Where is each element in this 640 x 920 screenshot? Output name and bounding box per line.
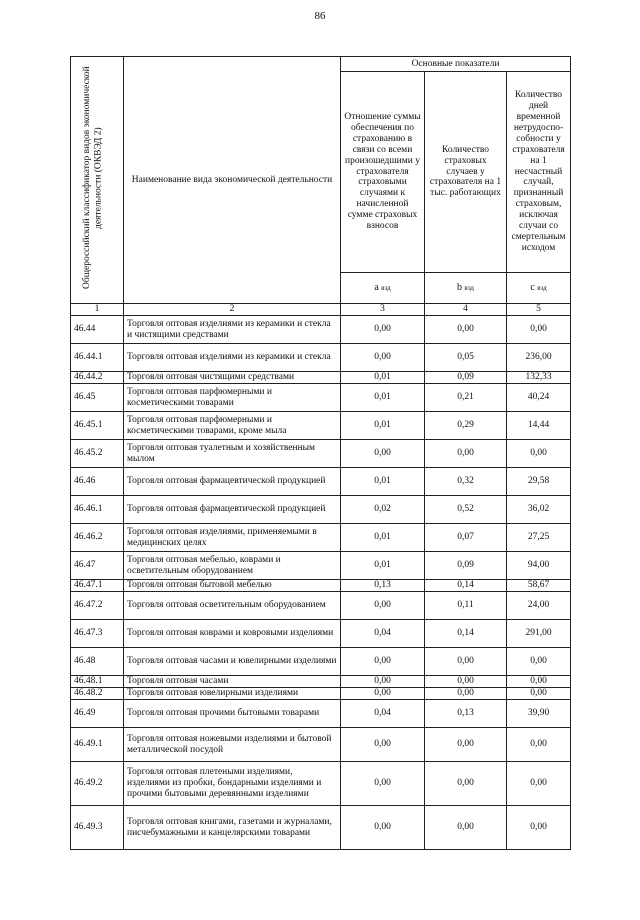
value-c: 36,02 [507, 496, 571, 524]
activity-name: Торговля оптовая изделиями, применяемыми в медицинских целях [124, 524, 341, 552]
symbol-a: a [374, 282, 379, 294]
value-b: 0,14 [425, 620, 507, 648]
value-a: 0,00 [341, 728, 425, 762]
value-a: 0,01 [341, 384, 425, 412]
value-a: 0,00 [341, 676, 425, 688]
value-c: 0,00 [507, 806, 571, 850]
value-a: 0,01 [341, 552, 425, 580]
activity-name: Торговля оптовая изделиями из керамики и стекла [124, 344, 341, 372]
value-c: 39,90 [507, 700, 571, 728]
table-row [71, 806, 571, 850]
value-b: 0,14 [425, 580, 507, 592]
value-b: 0,29 [425, 412, 507, 440]
symbol-b: b [457, 282, 463, 294]
header-col-a: Отношение суммы обеспечения по страхованию в связи со всеми произошедшими у страхователя страховыми случаями к начисленной сумме страховых взносов [341, 72, 425, 273]
header-main-indicators: Основные показатели [341, 57, 571, 72]
column-number-row [71, 304, 571, 316]
value-c: 132,33 [507, 372, 571, 384]
okved-code: 46.48.1 [71, 676, 124, 688]
value-a: 0,02 [341, 496, 425, 524]
table-row [71, 372, 571, 384]
value-b: 0,00 [425, 440, 507, 468]
okved-code: 46.47.3 [71, 620, 124, 648]
okved-code: 46.46 [71, 468, 124, 496]
okved-code: 46.44.1 [71, 344, 124, 372]
activity-name: Торговля оптовая изделиями из керамики и стекла и чистящими средствами [124, 316, 341, 344]
activity-name: Торговля оптовая бытовой мебелью [124, 580, 341, 592]
table-row [71, 440, 571, 468]
header-col-b: Количество страховых случаев у страхователя на 1 тыс. работающих [425, 72, 507, 273]
table-row [71, 648, 571, 676]
value-c: 58,67 [507, 580, 571, 592]
column-number-3: 3 [341, 304, 425, 316]
value-c: 0,00 [507, 676, 571, 688]
value-c: 0,00 [507, 648, 571, 676]
value-a: 0,00 [341, 688, 425, 700]
value-c: 0,00 [507, 728, 571, 762]
okved-code: 46.45.1 [71, 412, 124, 440]
value-a: 0,01 [341, 372, 425, 384]
value-b: 0,00 [425, 762, 507, 806]
table-row [71, 412, 571, 440]
value-a: 0,00 [341, 316, 425, 344]
header-okved-title: Общероссийский классификатор видов экономической деятельности (ОКВЭД 2) [82, 66, 104, 290]
okved-code: 46.46.1 [71, 496, 124, 524]
value-a: 0,01 [341, 412, 425, 440]
value-c: 29,58 [507, 468, 571, 496]
value-b: 0,00 [425, 806, 507, 850]
okved-code: 46.45.2 [71, 440, 124, 468]
value-c: 291,00 [507, 620, 571, 648]
okved-code: 46.47.2 [71, 592, 124, 620]
activity-name: Торговля оптовая чистящими средствами [124, 372, 341, 384]
value-c: 14,44 [507, 412, 571, 440]
value-b: 0,52 [425, 496, 507, 524]
value-c: 0,00 [507, 762, 571, 806]
value-b: 0,00 [425, 728, 507, 762]
value-a: 0,00 [341, 762, 425, 806]
value-c: 27,25 [507, 524, 571, 552]
activity-name: Торговля оптовая фармацевтической продукцией [124, 468, 341, 496]
header-activity-name: Наименование вида экономической деятельности [124, 57, 341, 304]
table-row [71, 620, 571, 648]
value-b: 0,00 [425, 676, 507, 688]
value-c: 24,00 [507, 592, 571, 620]
okved-code: 46.49.1 [71, 728, 124, 762]
header-symbol-b [425, 273, 507, 304]
activity-name: Торговля оптовая парфюмерными и косметическими товарами, кроме мыла [124, 412, 341, 440]
activity-name: Торговля оптовая фармацевтической продукцией [124, 496, 341, 524]
value-b: 0,07 [425, 524, 507, 552]
table-row [71, 384, 571, 412]
activity-name: Торговля оптовая осветительным оборудованием [124, 592, 341, 620]
table-row [71, 524, 571, 552]
value-c: 0,00 [507, 688, 571, 700]
value-a: 0,00 [341, 806, 425, 850]
value-c: 236,00 [507, 344, 571, 372]
okved-code: 46.44 [71, 316, 124, 344]
value-b: 0,13 [425, 700, 507, 728]
classification-table [70, 56, 571, 850]
value-b: 0,09 [425, 552, 507, 580]
value-a: 0,00 [341, 592, 425, 620]
symbol-b-sub: вэд [464, 284, 474, 293]
okved-code: 46.45 [71, 384, 124, 412]
header-col-c: Количество дней временной нетрудоспо-собности у страхователя на 1 несчастный случай, признанный страховым, исключая случаи со смертельным исходом [507, 72, 571, 273]
value-b: 0,09 [425, 372, 507, 384]
okved-code: 46.49.2 [71, 762, 124, 806]
activity-name: Торговля оптовая коврами и ковровыми изделиями [124, 620, 341, 648]
activity-name: Торговля оптовая ножевыми изделиями и бытовой металлической посудой [124, 728, 341, 762]
value-a: 0,13 [341, 580, 425, 592]
table-row [71, 728, 571, 762]
value-b: 0,05 [425, 344, 507, 372]
okved-code: 46.44.2 [71, 372, 124, 384]
value-b: 0,11 [425, 592, 507, 620]
page-number: 86 [314, 10, 326, 22]
table-row [71, 762, 571, 806]
symbol-c: c [530, 282, 535, 294]
value-a: 0,01 [341, 468, 425, 496]
okved-code: 46.47 [71, 552, 124, 580]
okved-code: 46.48.2 [71, 688, 124, 700]
value-b: 0,00 [425, 316, 507, 344]
table-row [71, 580, 571, 592]
value-b: 0,00 [425, 648, 507, 676]
table-row [71, 688, 571, 700]
header-symbol-a [341, 273, 425, 304]
activity-name: Торговля оптовая туалетным и хозяйственным мылом [124, 440, 341, 468]
table-row [71, 344, 571, 372]
table-row [71, 676, 571, 688]
value-a: 0,04 [341, 620, 425, 648]
value-c: 40,24 [507, 384, 571, 412]
column-number-2: 2 [124, 304, 341, 316]
value-a: 0,04 [341, 700, 425, 728]
activity-name: Торговля оптовая парфюмерными и косметическими товарами [124, 384, 341, 412]
okved-code: 46.49 [71, 700, 124, 728]
okved-code: 46.47.1 [71, 580, 124, 592]
value-b: 0,00 [425, 688, 507, 700]
activity-name: Торговля оптовая мебелью, коврами и осветительным оборудованием [124, 552, 341, 580]
table-row [71, 468, 571, 496]
table-row [71, 552, 571, 580]
column-number-4: 4 [425, 304, 507, 316]
value-a: 0,00 [341, 440, 425, 468]
value-c: 0,00 [507, 316, 571, 344]
value-b: 0,32 [425, 468, 507, 496]
activity-name: Торговля оптовая книгами, газетами и журналами, писчебумажными и канцелярскими товарами [124, 806, 341, 850]
header-okved-cell [71, 57, 124, 304]
okved-code: 46.46.2 [71, 524, 124, 552]
value-c: 94,00 [507, 552, 571, 580]
symbol-a-sub: вэд [381, 284, 391, 293]
column-number-5: 5 [507, 304, 571, 316]
value-a: 0,00 [341, 344, 425, 372]
table-row [71, 496, 571, 524]
activity-name: Торговля оптовая часами [124, 676, 341, 688]
activity-name: Торговля оптовая плетеными изделиями, изделиями из пробки, бондарными изделиями и прочими бытовыми деревянными изделиями [124, 762, 341, 806]
symbol-c-sub: вэд [537, 284, 547, 293]
table-row [71, 316, 571, 344]
activity-name: Торговля оптовая ювелирными изделиями [124, 688, 341, 700]
table-row [71, 700, 571, 728]
column-number-1: 1 [71, 304, 124, 316]
value-a: 0,01 [341, 524, 425, 552]
okved-code: 46.49.3 [71, 806, 124, 850]
value-c: 0,00 [507, 440, 571, 468]
value-a: 0,00 [341, 648, 425, 676]
okved-code: 46.48 [71, 648, 124, 676]
header-symbol-c [507, 273, 571, 304]
activity-name: Торговля оптовая часами и ювелирными изделиями [124, 648, 341, 676]
activity-name: Торговля оптовая прочими бытовыми товарами [124, 700, 341, 728]
table-row [71, 592, 571, 620]
value-b: 0,21 [425, 384, 507, 412]
